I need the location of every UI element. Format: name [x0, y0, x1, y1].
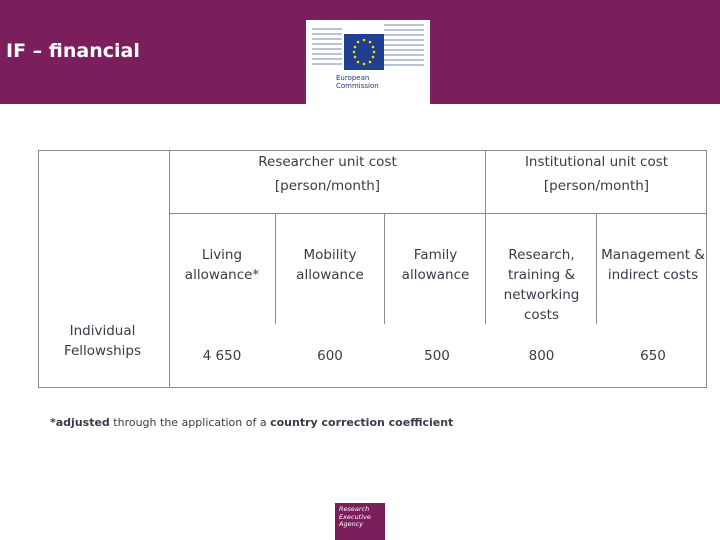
- value-family: 500: [424, 348, 450, 364]
- group-header-unit: [person/month]: [274, 178, 381, 194]
- table-divider: [384, 213, 385, 324]
- table-divider: [596, 213, 597, 324]
- column-header-management: Management & indirect costs: [601, 247, 705, 283]
- footnote: [50, 416, 453, 429]
- rea-line3: Agency: [339, 520, 364, 528]
- value-living: 4 650: [202, 348, 242, 364]
- table-divider: [169, 213, 707, 214]
- logo-text-line1: European: [336, 74, 370, 82]
- column-header-family: Family allowance: [401, 247, 470, 283]
- value-management: 650: [640, 348, 666, 364]
- column-header-research: Research, training & networking costs: [503, 247, 580, 323]
- group-header-title: Researcher unit cost: [258, 154, 397, 170]
- commission-building-icon: [310, 22, 426, 72]
- european-commission-logo: [306, 20, 430, 104]
- rea-wordmark: [339, 506, 371, 529]
- rea-line2: Executive: [339, 512, 371, 521]
- logo-wordmark: [336, 74, 379, 90]
- page-title: IF – financial: [6, 40, 140, 62]
- value-research: 800: [528, 348, 555, 364]
- header-bar: [0, 0, 720, 104]
- table-divider: [275, 213, 276, 324]
- research-executive-agency-logo: [335, 503, 385, 540]
- value-mobility: 600: [317, 348, 343, 364]
- logo-text-line2: Commission: [336, 82, 379, 90]
- rea-line1: Research: [339, 505, 370, 513]
- column-header-living: Living allowance*: [184, 247, 260, 283]
- footnote-adjusted: *adjusted: [50, 416, 110, 429]
- footnote-text: through the application of a: [109, 416, 271, 429]
- group-header-researcher: [170, 150, 485, 198]
- group-header-institutional: [486, 150, 707, 198]
- group-header-title: Institutional unit cost: [524, 154, 669, 170]
- column-header-mobility: Mobility allowance: [296, 247, 364, 283]
- footnote-coefficient: country correction coefficient: [270, 416, 454, 429]
- group-header-unit: [person/month]: [543, 178, 650, 194]
- row-label-individual-fellowships: Individual Fellowships: [63, 323, 142, 359]
